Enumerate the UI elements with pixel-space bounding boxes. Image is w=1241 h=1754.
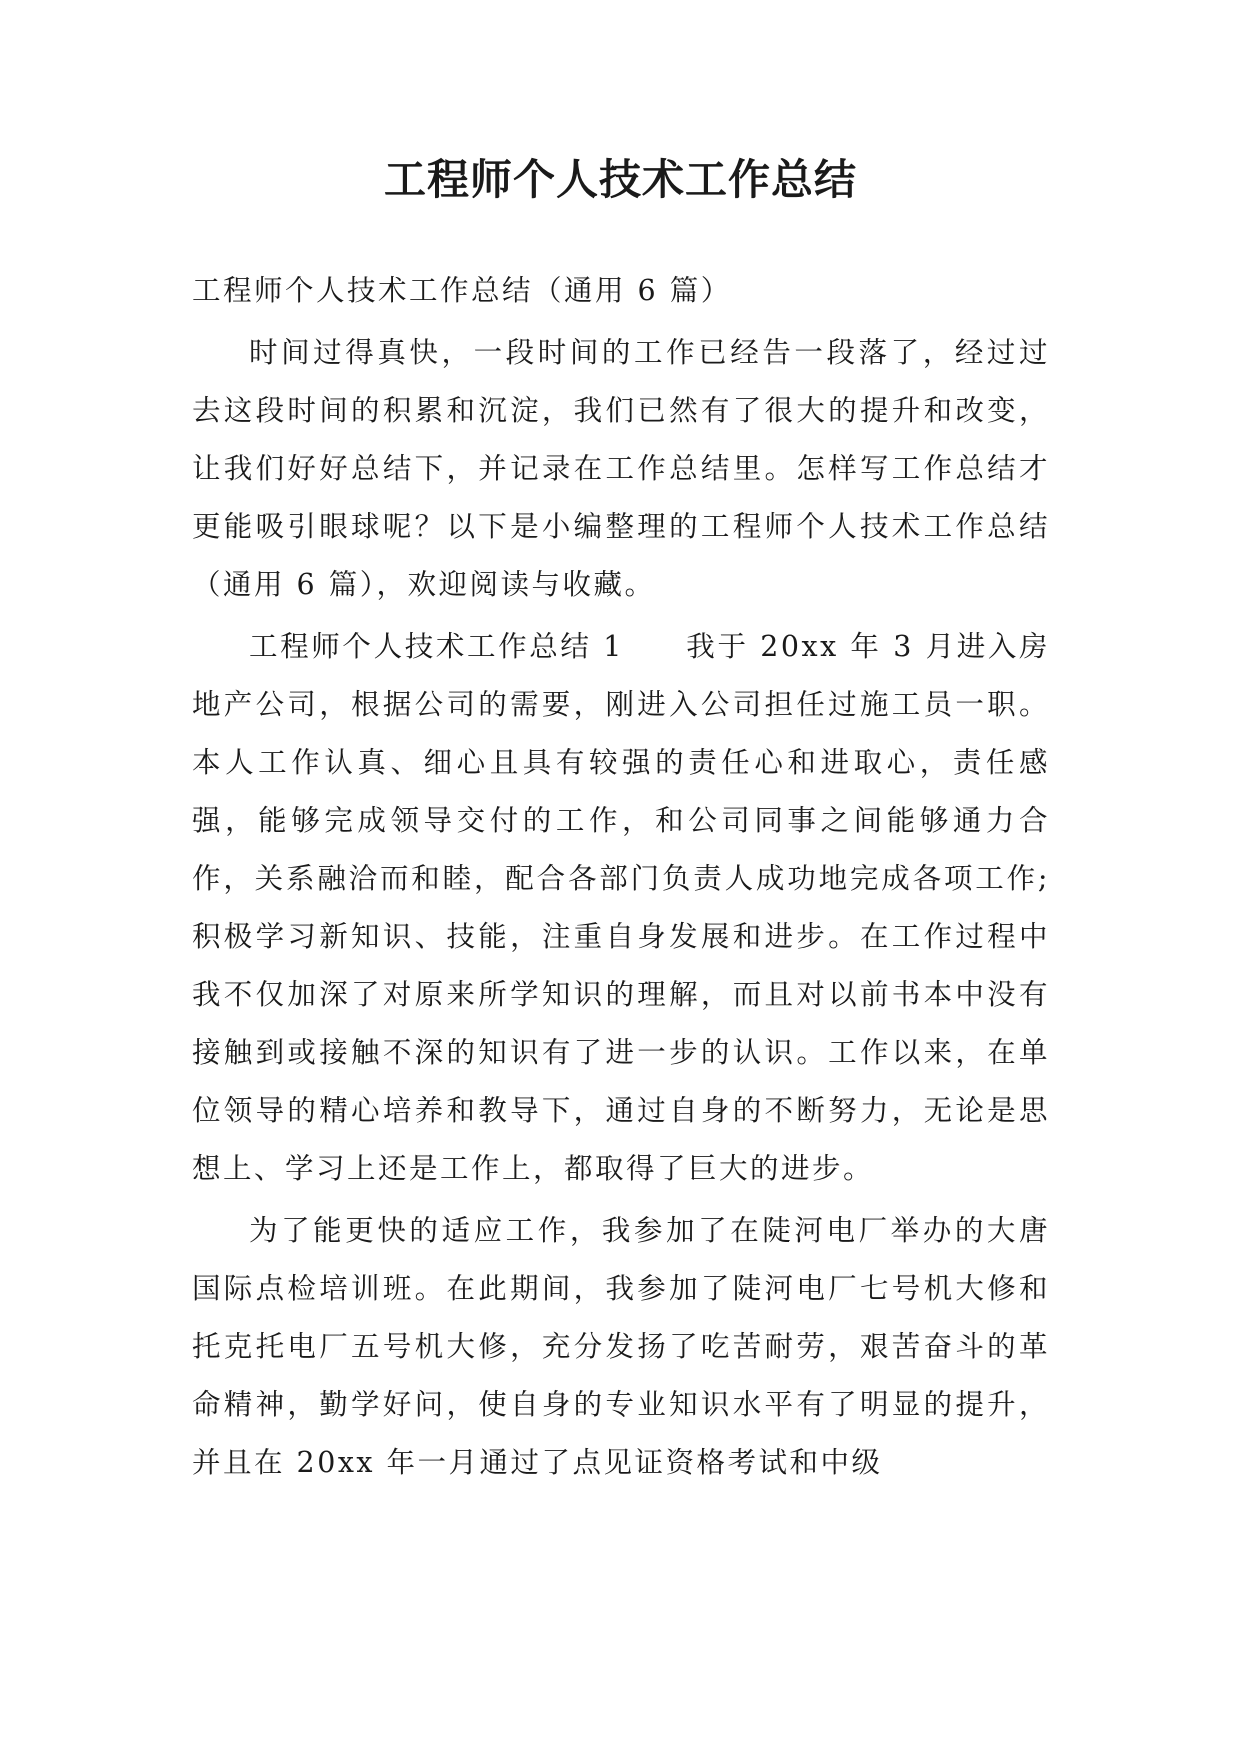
paragraph-intro: 时间过得真快，一段时间的工作已经告一段落了，经过过去这段时间的积累和沉淀，我们已然有了很大的提升和改变，让我们好好总结下，并记录在工作总结里。怎样写工作总结才更能吸引眼球呢？以下是小编整理的工程师个人技术工作总结（通用 6 篇），欢迎阅读与收藏。 bbox=[192, 336, 1050, 601]
paragraph-summary-1: 工程师个人技术工作总结 1 我于 20xx 年 3 月进入房地产公司，根据公司的需要，刚进入公司担任过施工员一职。本人工作认真、细心且具有较强的责任心和进取心，责任感强，能够完成领导交付的工作，和公司同事之间能够通力合作，关系融洽而和睦，配合各部门负责人成功地完成各项工作;积极学习新知识、技能，注重自身发展和进步。在工作过程中我不仅加深了对原来所学知识的理解，而且对以前书本中没有接触到或接触不深的知识有了进一步的认识。工作以来，在单位领导的精心培养和教导下，通过自身的不断努力，无论是思想上、学习上还是工作上，都取得了巨大的进步。 bbox=[192, 630, 1050, 1185]
paragraph-training: 为了能更快的适应工作，我参加了在陡河电厂举办的大唐国际点检培训班。在此期间，我参加了陡河电厂七号机大修和托克托电厂五号机大修，充分发扬了吃苦耐劳，艰苦奋斗的革命精神，勤学好问，使自身的专业知识水平有了明显的提升，并且在 20xx 年一月通过了点见证资格考试和中级 bbox=[192, 1214, 1050, 1479]
document-subtitle: 工程师个人技术工作总结（通用 6 篇） bbox=[192, 274, 732, 307]
document-body bbox=[192, 262, 1050, 1492]
document-title: 工程师个人技术工作总结 bbox=[383, 155, 857, 204]
